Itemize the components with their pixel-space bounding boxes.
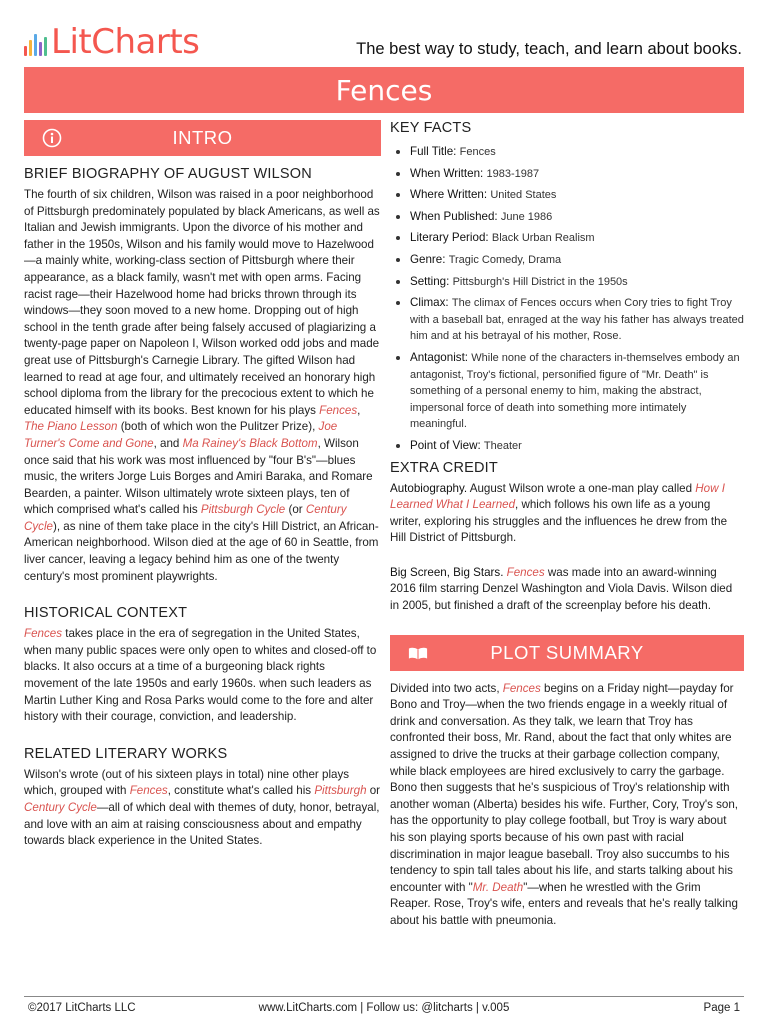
copyright: ©2017 LitCharts LLC — [28, 1002, 136, 1014]
title-fences[interactable]: Fences — [319, 403, 358, 417]
title-fences[interactable]: Fences — [502, 681, 541, 695]
bio-paragraph: The fourth of six children, Wilson was raised in a poor neighborhood of Pittsburgh predominately populated by black Americans, as well as Italian and Jewish immigrants. Upon the divorce of his mother and father in the 1950s, Wilson and his family would move to Hazelwood—a mainly white, working-class section of Pittsburgh where their appearance, as a black family, wasn't met with open arms. Facing racist rage—their Hazelwood home had bricks thrown through its windows—they soon moved to a new home. Dropping out of high school in the tenth grade after being falsely accused of plagiarizing a twenty-page paper on Napoleon I, Wilson worked odd jobs and made great use of Pittsburgh's Carnegie Library. The gifted Wilson had learned to read at age four, and ultimately received an honorary high school diploma from the library for the precocious extent to which he educated himself with its books. Best known for his plays Fences, The Piano Lesson (both of which won the Pulitzer Prize), Joe Turner's Come and Gone, and Ma Rainey's Black Bottom, Wilson once said that his work was most influenced by "four B's"—blues music, the writers Jorge Luis Borges and Amiri Baraka, and Romare Bearden, a painter. Wilson ultimately wrote sixteen plays, ten of which comprised what's called his Pittsburgh Cycle (or Century Cycle), as nine of them take place in the city's Hill District, an African-American neighborhood. Wilson died at the age of 60 in Seattle, from liver cancer, leaving a legacy behind him as one of the twenty century's most prominent playwrights. — [24, 188, 380, 583]
list-item: Setting: Pittsburgh's Hill District in the 1950s — [390, 274, 744, 291]
historical-context-heading: HISTORICAL CONTEXT — [24, 605, 188, 622]
right-column — [390, 120, 744, 930]
title-fences[interactable]: Fences — [129, 784, 168, 798]
page-number: Page 1 — [703, 1002, 740, 1014]
page-header — [0, 0, 768, 66]
related-works-paragraph: Wilson's wrote (out of his sixteen plays in total) nine other plays which, grouped with Fences, constitute what's called his Pittsburgh or Century Cycle—all of which deal with themes of duty, honor, betrayal, and love with an aim at raising consciousness about and empathy towards black experience in the United States. — [24, 767, 381, 848]
intro-banner-label: INTRO — [172, 127, 233, 148]
extra-credit-heading: EXTRA CREDIT — [390, 459, 498, 476]
title-band — [24, 67, 744, 113]
tagline: The best way to study, teach, and learn about books. — [356, 40, 742, 58]
title-century-cycle[interactable]: Century Cycle — [24, 801, 97, 814]
title-century-cycle[interactable]: Century Cycle — [24, 503, 347, 533]
list-item: Antagonist: While none of the characters in-themselves embody an antagonist, Troy's fictional, personified figure of "Mr. Death" is something of a personal enemy to him, making the abstract, impersonal force of death into something more intimately meaningful. — [390, 350, 744, 433]
list-item: Where Written: United States — [390, 187, 744, 204]
plot-summary-paragraph: Divided into two acts, Fences begins on a Friday night—payday for Bono and Troy—when the two friends engage in a weekly ritual of drink and conversation. As they talk, we learn that Troy has confronted their boss, Mr. Rand, about the fact that only whites are assigned to drive the trucks at their garbage collection company, while black employees are hired exclusively to carry the garbage. Bono then suggests that he's suspicious of Troy's relationship with another woman (Alberta) besides his wife. Further, Cory, Troy's son, has the opportunity to play college football, but Troy is wary about his son playing sports because of his own past with racial discrimination in major league baseball. Troy also succumbs to his tendency to spin tall tales about his life, and starts talking about his encounter with "Mr. Death"—when he wrestled with the Grim Reaper. Rose, Troy's wife, enters and reveals that he's really talking about his battle with pneumonia. — [390, 681, 739, 927]
litcharts-logo[interactable] — [24, 22, 199, 62]
logo-text: LitCharts — [51, 22, 200, 62]
key-facts-heading: KEY FACTS — [390, 120, 472, 136]
open-book-icon — [408, 643, 428, 663]
plot-summary-label: PLOT SUMMARY — [490, 641, 644, 663]
footer-links[interactable]: www.LitCharts.com | Follow us: @litcharts | v.005 — [258, 1002, 510, 1014]
list-item: Literary Period: Black Urban Realism — [390, 230, 744, 247]
title-pittsburgh-cycle[interactable]: Pittsburgh Cycle — [200, 503, 286, 517]
intro-banner — [24, 120, 381, 156]
title-fences[interactable]: Fences — [24, 627, 63, 641]
extra-credit-big-screen: Big Screen, Big Stars. Fences was made into an award-winning 2016 film starring Denzel Washington and Viola Davis. Wilson died in 2005, but finished a draft of the screenplay before his death. — [390, 565, 733, 613]
title-how-i-learned[interactable]: How I Learned What I Learned — [390, 481, 725, 512]
key-facts-list — [390, 144, 744, 455]
list-item: Genre: Tragic Comedy, Drama — [390, 252, 744, 269]
list-item: Full Title: Fences — [390, 144, 744, 161]
title-pittsburgh[interactable]: Pittsburgh — [314, 784, 367, 798]
left-column — [24, 120, 381, 850]
plot-summary-banner — [390, 635, 744, 671]
related-works-heading: RELATED LITERARY WORKS — [24, 745, 228, 762]
page-title: Fences — [335, 73, 433, 107]
logo-bars-icon — [24, 32, 47, 62]
list-item: When Published: June 1986 — [390, 209, 744, 226]
bio-heading: BRIEF BIOGRAPHY OF AUGUST WILSON — [24, 166, 312, 182]
list-item: Point of View: Theater — [390, 438, 744, 455]
symbol-mr-death[interactable]: Mr. Death — [472, 880, 524, 894]
list-item: When Written: 1983-1987 — [390, 166, 744, 183]
list-item: Climax: The climax of Fences occurs when Cory tries to fight Troy with a baseball bat, enraged at the way his father has always treated him and at his betrayal of his mother, Rose. — [390, 295, 744, 345]
extra-credit-autobiography: Autobiography. August Wilson wrote a one-man play called How I Learned What I Learned, which follows his own life as a young writer, exploring his struggles and the influences he drew from the Hill District of Pittsburgh. — [390, 481, 728, 545]
title-fences[interactable]: Fences — [506, 565, 545, 579]
title-joe-turner[interactable]: Joe Turner's Come and Gone — [24, 420, 338, 450]
page-footer — [24, 996, 744, 1018]
info-icon — [42, 128, 62, 148]
title-ma-rainey[interactable]: Ma Rainey's Black Bottom — [182, 436, 318, 450]
title-piano-lesson[interactable]: The Piano Lesson — [24, 420, 118, 434]
historical-context-paragraph: Fences takes place in the era of segregation in the United States, when many public spaces were only open to whites and closed-off to blacks. It also occurs at a time of a burgeoning black rights movement of the late 1950s and early 1960s. when such leaders as Martin Luther King and Rosa Parks would come to the fore and alter history with their courage, conviction, and leadership. — [24, 627, 377, 724]
